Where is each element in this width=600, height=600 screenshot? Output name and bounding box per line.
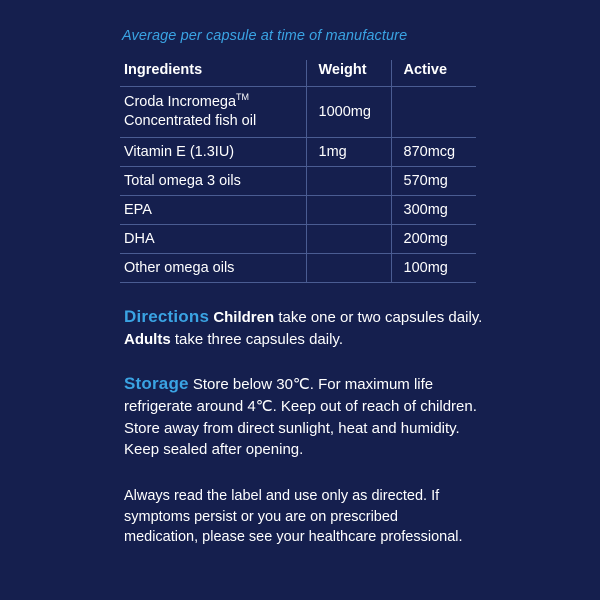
cell-weight: 1mg [306, 137, 391, 166]
cell-weight [306, 224, 391, 253]
table-row [120, 253, 476, 282]
directions-text-1: take one or two capsules daily. [274, 308, 483, 326]
table-header-row [120, 60, 476, 87]
trademark-mark: TM [236, 92, 250, 103]
cell-weight [306, 166, 391, 195]
ingredient-name-line2: Concentrated fish oil [124, 112, 257, 129]
directions-bold-adults: Adults [124, 330, 171, 348]
cell-ingredient [120, 87, 306, 138]
cell-active: 200mg [391, 224, 476, 253]
column-header-active: Active [391, 60, 476, 87]
table-row [120, 224, 476, 253]
table-row [120, 87, 476, 138]
cell-active: 570mg [391, 166, 476, 195]
directions-heading: Directions [124, 306, 210, 326]
directions-section [120, 305, 484, 350]
cell-ingredient: EPA [120, 195, 306, 224]
directions-text-2: take three capsules daily. [170, 330, 343, 348]
table-row [120, 137, 476, 166]
cell-active: 870mcg [391, 137, 476, 166]
column-header-weight: Weight [306, 60, 391, 87]
storage-heading: Storage [124, 374, 189, 394]
ingredient-name-line1: Croda Incromega [124, 94, 237, 110]
table-row [120, 166, 476, 195]
cell-ingredient: Vitamin E (1.3IU) [120, 137, 306, 166]
storage-text: Store below 30℃. For maximum life refrigerate around 4℃. Keep out of reach of children. Store away from direct sunlight, heat and humidity. Keep sealed after opening. [124, 376, 477, 458]
cell-weight [306, 195, 391, 224]
table-body [120, 87, 476, 283]
panel-subtitle: Average per capsule at time of manufacture [122, 28, 408, 44]
cell-active [391, 87, 476, 138]
cell-active: 100mg [391, 253, 476, 282]
column-header-ingredients: Ingredients [120, 60, 306, 87]
table-row [120, 195, 476, 224]
cell-weight [306, 253, 391, 282]
cell-ingredient: DHA [120, 224, 306, 253]
cell-ingredient: Other omega oils [120, 253, 306, 282]
cell-weight: 1000mg [306, 87, 391, 138]
storage-section [120, 372, 484, 460]
cell-ingredient: Total omega 3 oils [120, 166, 306, 195]
cell-active: 300mg [391, 195, 476, 224]
footnote-text: Always read the label and use only as directed. If symptoms persist or you are on prescribed medication, please see your healthcare professional. [124, 488, 463, 546]
directions-bold-children: Children [213, 308, 275, 326]
ingredients-table [120, 60, 476, 283]
table-header [120, 60, 476, 87]
